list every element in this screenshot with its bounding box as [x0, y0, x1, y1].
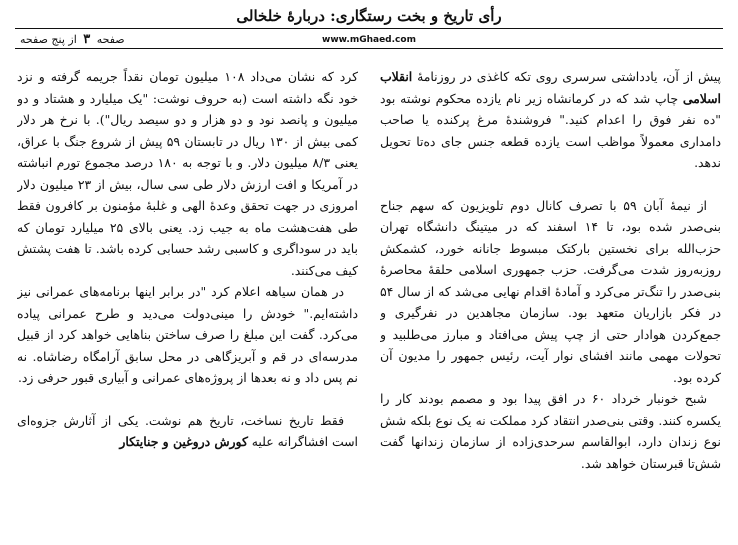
left-column [17, 66, 358, 545]
paragraph: پیش از آن، یادداشتی سرسری روی تکه کاغذی در روزنامهٔ انقلاب اسلامی چاپ شد که در کرمانشاه زیر نام یازده محکوم نوشته بود "ده نفر فوق را اعدام کنید." فروشندهٔ مرغ پرکنده یا صاحب دامداری معمولاً مواظب است یازده قطعه جنس جای ده‌تا تحویل ندهد. [380, 69, 721, 170]
paragraph: در همان سیاهه اعلام کرد "در برابر اینها برنامه‌های عمرانی نیز داشته‌ایم." خودش را مینی‌دولت می‌دید و طرح عمرانی پیاده می‌کرد. گفت این مبلغ را صرف ساختن بناهایی خواهد کرد از قبیل مدرسه‌ای در قم و آبریزگاهی در محل سابق آرامگاه رضاشاه. نه نم پس داد و نه بعدها از پروژه‌های عمرانی و آبیاری قبور حرفی زد. [17, 284, 358, 385]
page-header [0, 0, 738, 58]
paragraph: شبح خونبار خرداد ۶۰ در افق پیدا بود و مصمم بودند کار را یکسره کنند. وقتی بنی‌صدر انتقاد کرد مملکت نه یک نوع بلکه شش نوع زندان دارد، ابوالقاسم سرحدی‌زاده از سازمان زندانها گفت شش‌تا قبرستان خواهد شد. [380, 391, 721, 471]
newspaper-name: انقلاب اسلامی [380, 69, 721, 106]
website-link[interactable]: www.mGhaed.com [322, 35, 416, 45]
page-label: صفحه [96, 33, 125, 46]
paragraph: فقط تاریخ نساخت، تاریخ هم نوشت. یکی از آثارش جزوه‌ای است افشاگرانه علیه کورش دروغین و جنایتکار [17, 412, 358, 449]
page-title: رأی تاریخ و بخت رستگاری: دربارهٔ خلخالی [236, 7, 502, 25]
paragraph: از نیمهٔ آبان ۵۹ با تصرف کانال دوم تلویزیون که سهم جناح بنی‌صدر شده بود، تا ۱۴ اسفند که در میتینگ دانشگاه تهران حزب‌الله برای نخستین بارکتک مبسوط جانانه خورد، کشمکش روزبه‌روز شدت می‌گرفت. حزب جمهوری اسلامی حلقهٔ محاصرهٔ بنی‌صدر را تنگ‌تر می‌کرد و آمادهٔ اقدام نهایی می‌شد که از سال ۵۴ در فکر بازاریان متعهد بود. سازمان مجاهدین در نفرگیری و جمع‌کردن هوادار حتی از چپ پیش می‌افتاد و مبارز می‌طلبید و تحولات مهمی مانند افشای نوار آیت، رئیس جمهور را مدیون آن کرده بود. [380, 197, 721, 385]
header-top-rule [15, 28, 723, 29]
page-number: ۳ [83, 32, 91, 47]
book-title: کورش دروغین و جنایتکار [119, 434, 248, 449]
right-column [380, 66, 721, 545]
header-bottom-rule [15, 48, 723, 49]
paragraph: کرد که نشان می‌داد ۱۰۸ میلیون تومان نقداً جریمه گرفته و نزد خود نگه داشته است (به حروف نوشت: "یک میلیارد و هشتاد و دو میلیون و پانصد نود و دو هزار و دو سیصد ریال"). با نرخ هر دلار کمی بیش از ۱۳۰ ریال در تابستان ۵۹ پیش از شروع جنگ با عراق، یعنی ۸/۳ میلیون دلار. و با توجه به ۱۸۰ درصد مجموع تورم انباشته در آمریکا و افت ارزش دلار طی سی سال، بیش از ۲۳ میلیون دلار امروزی در جهت تحقق وعدهٔ الهی و غلبهٔ مؤمنون بر کافرون فقط طی هفت‌هشت ماه به جیب زد. یعنی بالای ۲۵ میلیارد تومان که باید در سوداگری و کاسبی رشد حسابی کرده باشد. تا هفت پشتش کیف می‌کنند. [17, 69, 358, 278]
page-total: از پنج صفحه [20, 33, 77, 46]
